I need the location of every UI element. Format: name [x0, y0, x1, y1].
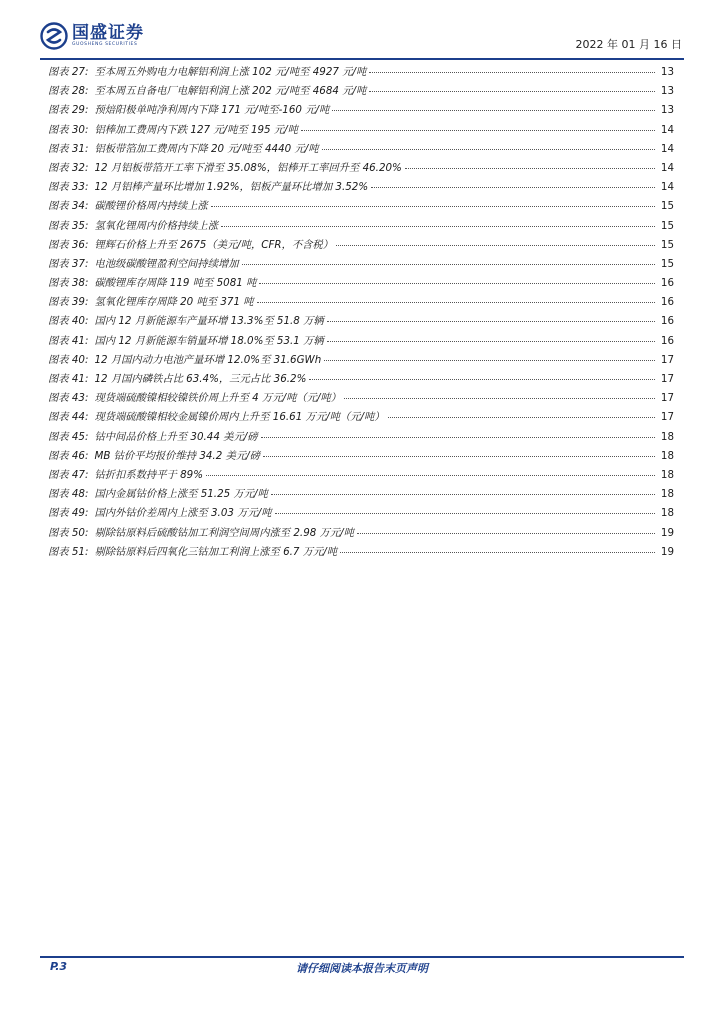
figure-list-item[interactable] [48, 332, 674, 351]
dot-leader [271, 493, 655, 495]
figure-page-number: 17 [660, 373, 674, 385]
figure-list-item[interactable] [48, 236, 674, 255]
figure-title: 国内 12 月新能源车产量环增 13.3%至 51.8 万辆 [94, 315, 324, 328]
figure-list-item[interactable] [48, 447, 674, 466]
figure-page-number: 13 [660, 85, 674, 98]
figure-label: 图表 47: [48, 468, 89, 481]
figure-title: 国内金属钴价格上涨至 51.25 万元/吨 [94, 488, 268, 501]
figure-list-item[interactable] [48, 466, 674, 485]
figure-title: MB 钴价平均报价维持 34.2 美元/磅 [94, 449, 260, 462]
dot-leader [261, 436, 655, 438]
figure-page-number: 16 [660, 296, 674, 309]
figure-label: 图表 51: [48, 545, 89, 558]
figure-page-number: 18 [660, 449, 674, 462]
figure-title: 碳酸锂价格周内持续上涨 [94, 200, 208, 213]
figure-list-item[interactable] [48, 408, 674, 427]
dot-leader [221, 225, 655, 227]
figure-title: 铝棒加工费周内下跌 127 元/吨至 195 元/吨 [94, 123, 298, 136]
figure-page-number: 15 [660, 219, 674, 232]
figure-title: 氢氧化锂周内价格持续上涨 [94, 219, 219, 232]
figure-page-number: 13 [660, 66, 674, 78]
figure-label: 图表 30: [48, 123, 89, 136]
figure-page-number: 14 [660, 181, 674, 194]
figure-label: 图表 28: [48, 85, 89, 98]
figure-list-item[interactable] [48, 159, 674, 178]
figure-title: 电池级碳酸锂盈利空间持续增加 [94, 257, 239, 270]
figure-label: 图表 41: [48, 373, 89, 385]
figure-label: 图表 37: [48, 257, 89, 270]
figure-list-item[interactable] [48, 293, 674, 312]
figure-page-number: 15 [660, 238, 674, 251]
figure-label: 图表 43: [48, 392, 89, 405]
figure-label: 图表 40: [48, 315, 89, 328]
figure-label: 图表 29: [48, 104, 89, 117]
dot-leader [309, 378, 655, 380]
dot-leader [369, 71, 655, 73]
figure-list-item[interactable] [48, 197, 674, 216]
figure-title: 至本周五自备电厂电解铝利润上涨 202 元/吨至 4684 元/吨 [94, 85, 367, 98]
figure-label: 图表 27: [48, 66, 89, 78]
figure-title: 剔除钴原料后硫酸钴加工利润空间周内涨至 2.98 万元/吨 [94, 526, 354, 539]
figure-list-item[interactable] [48, 63, 674, 82]
figure-title: 12 月国内磷铁占比 63.4%，三元占比 36.2% [94, 373, 307, 385]
header-divider [40, 58, 684, 60]
dot-leader [369, 90, 655, 92]
figure-title: 钴折扣系数持平于 89% [94, 468, 203, 481]
figure-page-number: 19 [660, 545, 674, 558]
figure-page-number: 17 [660, 353, 674, 366]
figure-page-number: 18 [660, 468, 674, 481]
figure-label: 图表 32: [48, 161, 89, 174]
dot-leader [405, 167, 655, 169]
figure-label: 图表 38: [48, 277, 89, 290]
figure-label: 图表 48: [48, 488, 89, 501]
figure-title: 现货端硫酸镍相较镍铁价周上升至 4 万元/吨（元/吨） [94, 392, 342, 405]
footer-divider [40, 956, 684, 958]
dot-leader [332, 109, 655, 111]
figure-page-number: 17 [660, 392, 674, 405]
logo-english-name: GUOSHENG SECURITIES [72, 42, 138, 47]
figure-title: 预焙阳极单吨净利周内下降 171 元/吨至-160 元/吨 [94, 104, 330, 117]
figure-page-number: 14 [660, 142, 674, 155]
figure-label: 图表 45: [48, 430, 89, 443]
figure-list-item[interactable] [48, 140, 674, 159]
figure-page-number: 14 [660, 123, 674, 136]
figure-page-number: 13 [660, 104, 674, 117]
figure-list-item[interactable] [48, 82, 674, 101]
figure-page-number: 14 [660, 161, 674, 174]
figure-list-item[interactable] [48, 504, 674, 523]
figure-title: 氢氧化锂库存周降 20 吨至 371 吨 [94, 296, 254, 309]
figure-label: 图表 46: [48, 449, 89, 462]
figure-list-item[interactable] [48, 217, 674, 236]
figure-label: 图表 36: [48, 238, 89, 251]
figure-list-item[interactable] [48, 370, 674, 389]
dot-leader [211, 205, 655, 207]
figure-page-number: 18 [660, 430, 674, 443]
figure-page-number: 18 [660, 507, 674, 520]
figure-list-item[interactable] [48, 255, 674, 274]
figure-label: 图表 34: [48, 200, 89, 213]
dot-leader [344, 397, 655, 399]
report-date: 2022 年 01 月 16 日 [575, 38, 682, 51]
figure-list-item[interactable] [48, 351, 674, 370]
disclaimer-note: 请仔细阅读本报告末页声明 [296, 962, 428, 975]
figure-title: 至本周五外购电力电解铝利润上涨 102 元/吨至 4927 元/吨 [94, 66, 367, 78]
figure-title: 国内 12 月新能源车销量环增 18.0%至 53.1 万辆 [94, 334, 324, 347]
figure-list-item[interactable] [48, 101, 674, 120]
dot-leader [371, 186, 655, 188]
figure-title: 12 月国内动力电池产量环增 12.0%至 31.6GWh [94, 353, 322, 366]
figure-title: 碳酸锂库存周降 119 吨至 5081 吨 [94, 277, 257, 290]
figure-title: 铝板带箔加工费周内下降 20 元/吨至 4440 元/吨 [94, 142, 319, 155]
dot-leader [263, 455, 655, 457]
figure-label: 图表 39: [48, 296, 89, 309]
page-number: P.3 [50, 960, 68, 973]
figure-label: 图表 50: [48, 526, 89, 539]
figure-label: 图表 41: [48, 334, 89, 347]
figure-page-number: 19 [660, 526, 674, 539]
dot-leader [275, 512, 655, 514]
dot-leader [357, 532, 655, 534]
figure-title: 12 月铝棒产量环比增加 1.92%，铝板产量环比增加 3.52% [94, 181, 369, 194]
figure-title: 剔除钴原料后四氧化三钴加工利润上涨至 6.7 万元/吨 [94, 545, 338, 558]
dot-leader [257, 301, 655, 303]
figure-title: 国内外钴价差周内上涨至 3.03 万元/吨 [94, 507, 272, 520]
logo-mark-icon [40, 22, 68, 50]
figure-list-item[interactable] [48, 312, 674, 331]
figure-title: 锂辉石价格上升至 2675（美元/吨，CFR，不含税） [94, 238, 334, 251]
dot-leader [388, 416, 655, 418]
figure-label: 图表 35: [48, 219, 89, 232]
company-logo [40, 22, 144, 50]
figure-list-item[interactable] [48, 389, 674, 408]
figure-list-item[interactable] [48, 524, 674, 543]
figure-label: 图表 44: [48, 411, 89, 424]
figure-list-item[interactable] [48, 178, 674, 197]
figure-page-number: 16 [660, 277, 674, 290]
figure-title: 钴中间品价格上升至 30.44 美元/磅 [94, 430, 258, 443]
figure-list-item[interactable] [48, 543, 674, 562]
figure-label: 图表 31: [48, 142, 89, 155]
figure-title: 现货端硫酸镍相较金属镍价周内上升至 16.61 万元/吨（元/吨） [94, 411, 385, 424]
figure-list-item[interactable] [48, 428, 674, 447]
figure-label: 图表 49: [48, 507, 89, 520]
logo-chinese-name: 国盛证券 [72, 23, 144, 43]
page-header [40, 18, 684, 58]
figure-title: 12 月铝板带箔开工率下滑至 35.08%，铝棒开工率回升至 46.20% [94, 161, 402, 174]
dot-leader [301, 129, 655, 131]
dot-leader [324, 359, 655, 361]
dot-leader [242, 263, 655, 265]
figure-label: 图表 33: [48, 181, 89, 194]
figure-page-number: 16 [660, 315, 674, 328]
dot-leader [259, 282, 655, 284]
figure-page-number: 18 [660, 488, 674, 501]
figure-page-number: 15 [660, 257, 674, 270]
dot-leader [206, 474, 655, 476]
figure-label: 图表 40: [48, 353, 89, 366]
dot-leader [336, 244, 655, 246]
figure-page-number: 15 [660, 200, 674, 213]
figure-list [48, 63, 674, 562]
figure-list-item[interactable] [48, 121, 674, 140]
dot-leader [322, 148, 655, 150]
dot-leader [327, 320, 655, 322]
figure-list-item[interactable] [48, 485, 674, 504]
figure-page-number: 16 [660, 334, 674, 347]
dot-leader [327, 340, 655, 342]
dot-leader [340, 551, 655, 553]
figure-page-number: 17 [660, 411, 674, 424]
figure-list-item[interactable] [48, 274, 674, 293]
